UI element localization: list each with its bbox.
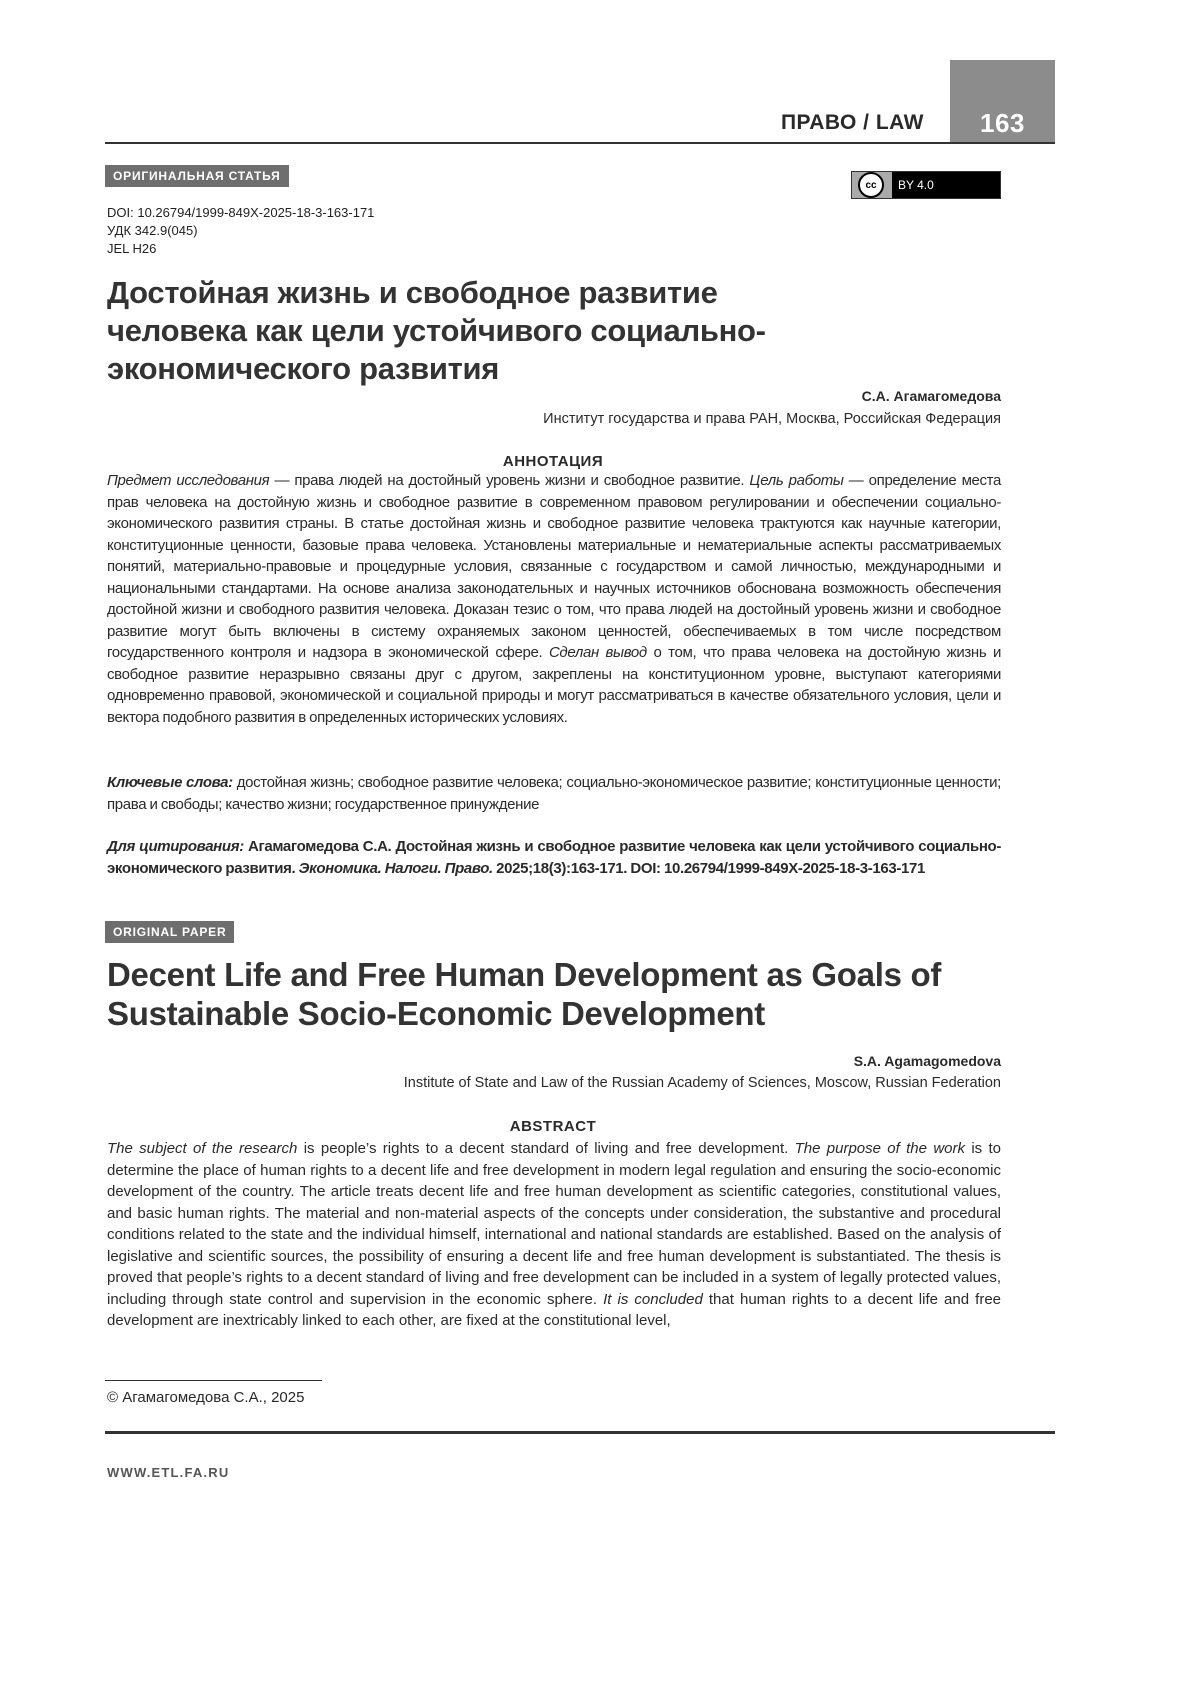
section-title: ПРАВО / LAW [780, 111, 924, 134]
abstract-heading-ru: АННОТАЦИЯ [502, 453, 604, 470]
article-title-en: Decent Life and Free Human Development as Goals of Sustainable Socio-Economic Development [107, 956, 942, 1032]
footnote-rule [105, 1380, 322, 1381]
header-rule [105, 142, 1055, 144]
affiliation-en: Institute of State and Law of the Russian Academy of Sciences, Moscow, Russian Federation [403, 1075, 1001, 1091]
article-title-ru: Достойная жизнь и свободное развитие человека как цели устойчивого социально-экономического развития [107, 275, 766, 386]
page-number: 163 [980, 108, 1025, 138]
label: Предмет исследования [107, 472, 270, 489]
doi[interactable]: DOI: 10.26794/1999-849X-2025-18-3-163-171 [107, 205, 375, 220]
abstract-heading-en: ABSTRACT [509, 1118, 597, 1135]
article-type-badge-en: ORIGINAL PAPER [105, 921, 234, 943]
jel: JEL H26 [107, 241, 157, 256]
author-en: S.A. Agamagomedova [853, 1053, 1001, 1069]
author-ru: С.А. Агамагомедова [861, 388, 1001, 404]
journal-website[interactable]: WWW.ETL.FA.RU [107, 1465, 230, 1480]
license-badge[interactable] [851, 171, 1001, 199]
license-label: BY 4.0 [898, 178, 934, 192]
keywords-ru: Ключевые слова: достойная жизнь; свободное развитие человека; социально-экономическое развитие; конституционные ценности; права и свободы; качество жизни; государственное принуждение [107, 774, 1001, 813]
citation: Для цитирования: Агамагомедова С.А. Достойная жизнь и свободное развитие человека как цели устойчивого социально-экономического развития. Экономика. Налоги. Право. 2025;18(3):163-171. DOI: 10.26794/1999-849X-2025-18-3-163-171 [107, 838, 1002, 877]
footer-rule [105, 1431, 1055, 1434]
affiliation-ru: Институт государства и права РАН, Москва, Российская Федерация [543, 411, 1001, 427]
copyright: © Агамагомедова С.А., 2025 [107, 1389, 305, 1406]
cc-icon: cc [858, 172, 884, 198]
abstract-en: The subject of the research is people’s rights to a decent standard of living and free development. The purpose of the work is to determine the place of human rights to a decent life and free development in modern legal regulation and ensuring the socio-economic development of the country. The article treats decent life and free human development as scientific categories, constitutional values, and basic human rights. The material and non-material aspects of the concepts under consideration, the substantive and procedural conditions related to the state and the individual himself, international and national standards are established. Based on the analysis of legislative and scientific sources, the possibility of ensuring a decent life and free human development is substantiated. The thesis is proved that people’s rights to a decent standard of living and free development can be included in a system of legally protected values, including through state control and supervision in the economic sphere. It is concluded that human rights to a decent life and free development are inextricably linked to each other, are fixed at the constitutional level, [107, 1140, 1002, 1329]
article-type-badge: ОРИГИНАЛЬНАЯ СТАТЬЯ [105, 165, 289, 187]
abstract-ru: Предмет исследования — права людей на достойный уровень жизни и свободное развитие. Цель работы — определение места прав человека на достойную жизнь и свободное развитие в современном правовом регулировании и обеспечении социально-экономического развития страны. В статье достойная жизнь и свободное развитие человека трактуются как научные категории, конституционные ценности, базовые права человека. Установлены материальные и нематериальные аспекты рассматриваемых понятий, материально-правовые и процедурные условия, связанные с государством и самой личностью, международными и национальными стандартами. На основе анализа законодательных и научных источников обоснована возможность обеспечения достойной жизни и свободного развития человека. Доказан тезис о том, что права людей на достойный уровень жизни и свободное развитие могут быть включены в систему охраняемых законом ценностей, обеспечиваемых в том числе посредством государственного контроля и надзора в экономической сфере. Сделан вывод о том, что права человека на достойную жизнь и свободное развитие неразрывно связаны друг с другом, закреплены на конституционном уровне, выступают категориями одновременно правовой, экономической и социальной природы и могут рассматриваться в качестве обязательного условия, цели и вектора подобного развития в определенных исторических условиях. [107, 472, 1002, 726]
udk: УДК 342.9(045) [107, 223, 198, 238]
